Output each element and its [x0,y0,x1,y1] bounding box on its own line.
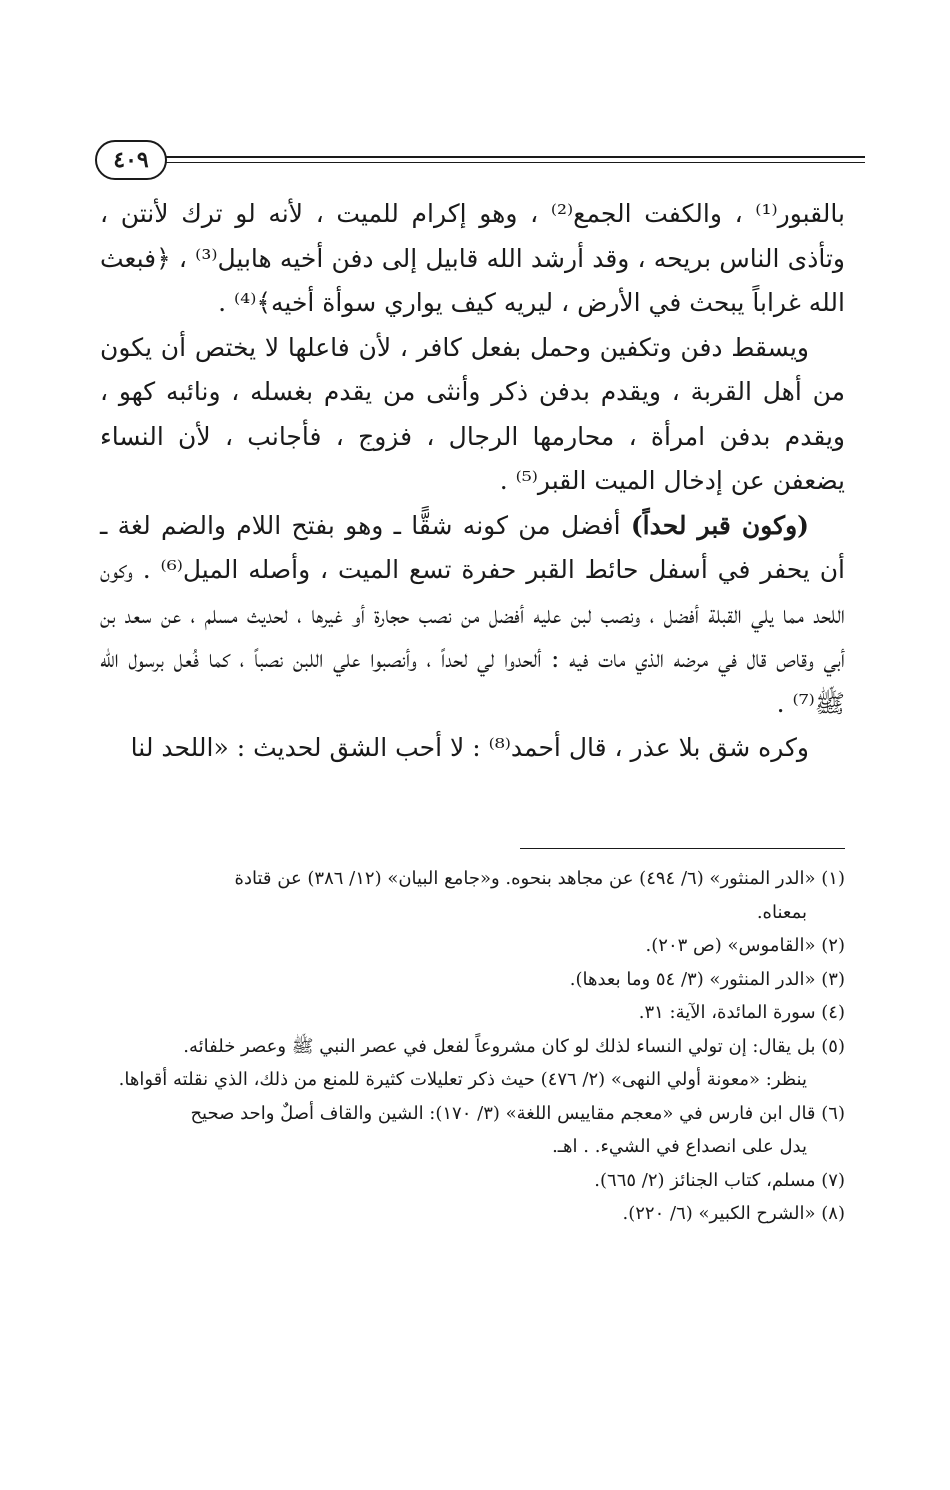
header-rule [155,156,865,158]
footnote-6: (٦) قال ابن فارس في «معجم مقاييس اللغة» (٣/ ١٧٠): الشين والقاف أصلٌ واحد صحيح [190,1102,845,1124]
footnote-1: (١) «الدر المنثور» (٦/ ٤٩٤) عن مجاهد بنحوه. و«جامع البيان» (١٢/ ٣٨٦) عن قتادة [234,868,845,889]
lahd-heading: (وكون قبر لحداً) [630,510,809,540]
footnote-8: (٨) «الشرح الكبير» (٦/ ٢٢٠). [622,1203,845,1224]
footnote-3: (٣) «الدر المنثور» (٣/ ٥٤ وما بعدها). [569,968,845,990]
footnote-7: (٧) مسلم، كتاب الجنائز (٢/ ٦٦٥). [594,1169,845,1191]
footnote-4: (٤) سورة المائدة، الآية: ٣١. [638,1002,845,1023]
paragraph-lahd [100,504,845,727]
lahd-text: أفضل من كونه شقًّا ـ وهو بفتح اللام والضم لغة ـ أن يحفر في أسفل حائط القبر حفرة تسع الميت ، وأصله الميل⁽⁶⁾ . وكون اللحد مما يلي القبلة أفضل ، ونصب لبن عليه أفضل من نصب حجارة أو غيرها ، لحديث مسلم ، عن سعد بن أبي وقاص قال في مرضه الذي مات فيه : ألحدوا لي لحداً ، وأنصبوا علي اللبن نصباً ، كما فُعل برسول الله ﷺ⁽⁷⁾ . [100,510,845,718]
footnote-separator [520,848,845,849]
page-header [95,140,865,180]
footnote-5: (٥) بل يقال: إن تولي النساء لذلك لو كان مشروعاً لفعل في عصر النبي ﷺ وعصر خلفائه. [183,1035,845,1057]
page-number: ٤٠٩ [95,140,167,180]
footnote-2: (٢) «القاموس» (ص ٢٠٣). [645,935,845,956]
footnote-1-continuation: بمعناه. [756,901,807,923]
footnote-6-continuation: يدل على انصداع في الشيء. . اهـ. [552,1136,807,1157]
paragraph-burial: بالقبور⁽¹⁾ ، والكفت الجمع⁽²⁾ ، وهو إكرام للميت ، لأنه لو ترك لأنتن ، وتأذى الناس بريحه ، وقد أرشد الله قابيل إلى دفن أخيه هابيل⁽³⁾ ، ﴿فبعث الله غراباً يبحث في الأرض ، ليريه كيف يواري سوأة أخيه﴾⁽⁴⁾ . [100,199,845,317]
paragraph-disbeliever-burial: ويسقط دفن وتكفين وحمل بفعل كافر ، لأن فاعلها لا يختص أن يكون من أهل القربة ، ويقدم بدفن ذكر وأنثى من يقدم بغسله ، ونائبه كهو ، ويقدم بدفن امرأة ، محارمها الرجال ، فزوج ، فأجانب ، لأن النساء يضعفن عن إدخال الميت القبر⁽⁵⁾ . [100,332,845,495]
main-text [100,192,845,771]
footnotes [100,862,845,1231]
paragraph-shaqq: وكره شق بلا عذر ، قال أحمد⁽⁸⁾ : لا أحب الشق لحديث : «اللحد لنا [130,733,809,762]
header-rule-thin [155,162,865,163]
footnote-5-continuation: ينظر: «معونة أولي النهى» (٢/ ٤٧٦) حيث ذكر تعليلات كثيرة للمنع من ذلك، الذي نقلته أقواها. [118,1069,807,1090]
